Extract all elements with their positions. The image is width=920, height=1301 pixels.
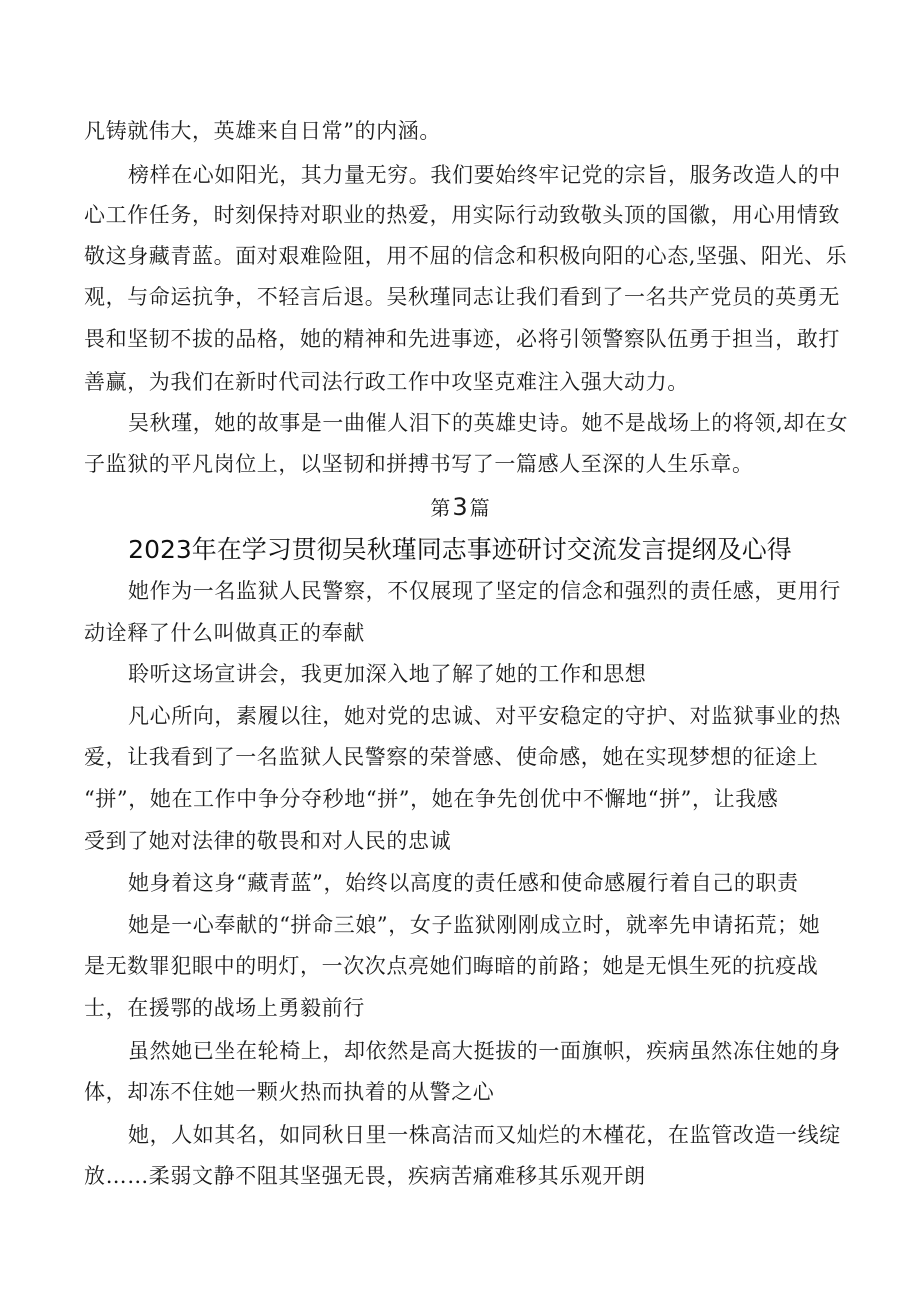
text-line: 心工作任务，时刻保持对职业的热爱，用实际行动致敬头顶的国徽，用心用情致 (84, 203, 840, 227)
text-line: 动诠释了什么叫做真正的奉献 (84, 621, 365, 645)
section-title: 2023年在学习贯彻吴秋瑾同志事迹研讨交流发言提纲及心得 (128, 535, 792, 564)
text-line: 子监狱的平凡岗位上，以坚韧和拼搏书写了一篇感人至深的人生乐章。 (84, 452, 754, 476)
text-line: 受到了她对法律的敬畏和对人民的忠诚 (84, 829, 452, 853)
section-number-value: 3 (452, 493, 468, 521)
text-line: 她身着这身“藏青蓝”，始终以高度的责任感和使命感履行着自己的职责 (128, 871, 799, 895)
text-line: 士，在援鄂的战场上勇毅前行 (84, 996, 365, 1020)
text-line: 凡心所向，素履以往，她对党的忠诚、对平安稳定的守护、对监狱事业的热 (128, 704, 841, 728)
text-line: 榜样在心如阳光，其力量无穷。我们要始终牢记党的宗旨，服务改造人的中 (128, 163, 841, 187)
text-line: 她作为一名监狱人民警察，不仅展现了坚定的信念和强烈的责任感，更用行 (128, 579, 841, 603)
text-line: 体，却冻不住她一颗火热而执着的从警之心 (84, 1080, 495, 1104)
text-line: 爱，让我看到了一名监狱人民警察的荣誉感、使命感，她在实现梦想的征途上 (84, 745, 819, 769)
section-number (0, 492, 920, 522)
text-line: 善赢，为我们在新时代司法行政工作中攻坚克难注入强大动力。 (84, 370, 689, 394)
text-line: “拼”，她在工作中争分夺秒地“拼”，她在争先创优中不懈地“拼”，让我感 (84, 787, 779, 811)
text-line: 凡铸就伟大，英雄来自日常”的内涵。 (84, 119, 441, 143)
text-line: 虽然她已坐在轮椅上，却依然是高大挺拔的一面旗帜，疾病虽然冻住她的身 (128, 1039, 841, 1063)
section-prefix: 第 (430, 496, 451, 520)
text-line: 是无数罪犯眼中的明灯，一次次点亮她们晦暗的前路；她是无惧生死的抗疫战 (84, 954, 819, 978)
text-line: 聆听这场宣讲会，我更加深入地了解了她的工作和思想 (128, 662, 647, 686)
text-line: 放……柔弱文静不阻其坚强无畏，疾病苦痛难移其乐观开朗 (84, 1164, 646, 1188)
text-line: 敬这身藏青蓝。面对艰难险阻，用不屈的信念和积极向阳的心态,坚强、阳光、乐 (84, 244, 848, 268)
text-line: 她，人如其名，如同秋日里一株高洁而又灿烂的木槿花，在监管改造一线绽 (128, 1123, 841, 1147)
section-suffix: 篇 (469, 496, 490, 520)
text-line: 她是一心奉献的“拼命三娘”，女子监狱刚刚成立时，就率先申请拓荒；她 (128, 913, 821, 937)
text-line: 观，与命运抗争，不轻言后退。吴秋瑾同志让我们看到了一名共产党员的英勇无 (84, 285, 840, 309)
text-line: 吴秋瑾，她的故事是一曲催人泪下的英雄史诗。她不是战场上的将领,却在女 (128, 411, 849, 435)
text-line: 畏和坚韧不拔的品格，她的精神和先进事迹，必将引领警察队伍勇于担当，敢打 (84, 327, 840, 351)
